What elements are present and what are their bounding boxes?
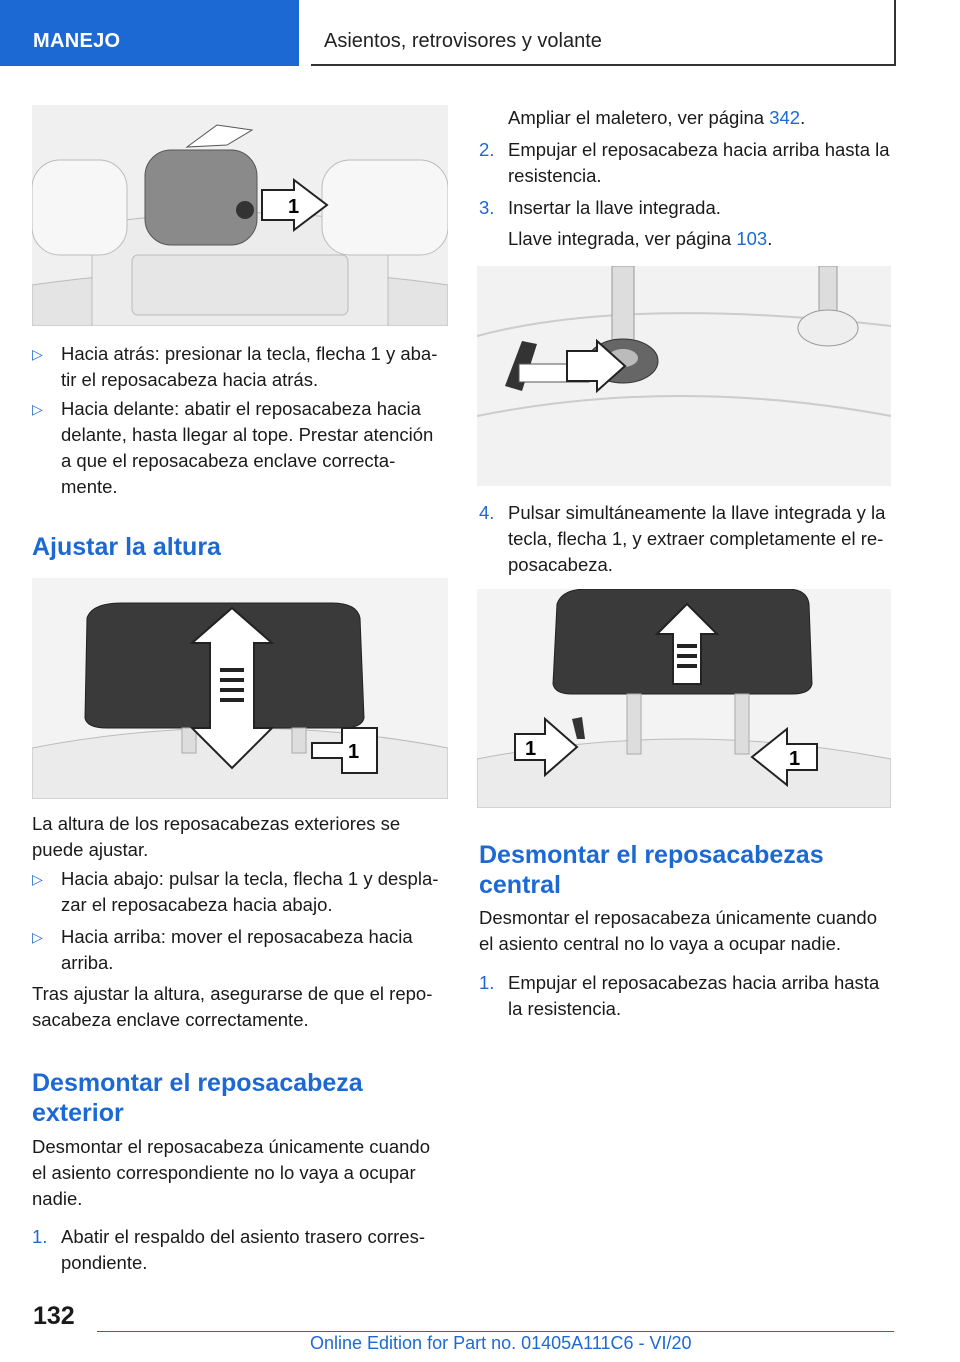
headrest-removal-illustration: [477, 589, 891, 808]
arrow-number-label: 1: [789, 748, 801, 770]
altura-outro: Tras ajustar la altura, asegurarse de que el repo-sacabeza enclave correctamente.: [32, 983, 433, 1030]
bullet-item: [32, 341, 448, 393]
step-number: 1.: [479, 972, 495, 993]
step-item: [479, 137, 895, 189]
exterior-intro: Desmontar el reposacabeza únicamente cuando el asiento correspondiente no lo vaya a ocupar nadie.: [32, 1136, 430, 1209]
footer-divider: [97, 1331, 894, 1332]
altura-intro: La altura de los reposacabezas exteriores se puede ajustar.: [32, 813, 401, 860]
step-sub-text: Llave integrada, ver página: [508, 228, 737, 249]
bullet-item: [32, 866, 448, 918]
step-cont-text: Ampliar el maletero, ver página: [508, 107, 770, 128]
heading-desmontar-exterior: Desmontar el reposacabeza exterior: [32, 1069, 363, 1127]
bullet-text: Hacia atrás: presionar la tecla, flecha 1 y aba-tir el reposacabeza hacia atrás.: [61, 343, 438, 390]
bullet-text: Hacia delante: abatir el reposacabeza hacia delante, hasta llegar al tope. Prestar atención a que el reposacabeza enclave correcta-mente.: [61, 398, 434, 497]
step-item: [479, 195, 895, 221]
figure-headrest-height: [32, 578, 448, 799]
bullet-text: Hacia arriba: mover el reposacabeza hacia arriba.: [61, 926, 413, 973]
bullet-item: [32, 924, 448, 976]
step-item: [479, 970, 895, 1022]
headrest-height-illustration: [32, 578, 448, 799]
footer-edition: Online Edition for Part no. 01405A111C6 - VI/20: [310, 1333, 692, 1353]
arrow-number-label: 1: [348, 741, 360, 763]
central-intro: Desmontar el reposacabeza únicamente cuando el asiento central no lo vaya a ocupar nadie.: [479, 907, 877, 954]
arrow-number-label: 1: [288, 196, 300, 218]
triangle-bullet-icon: ▷: [32, 401, 43, 417]
step-text: Pulsar simultáneamente la llave integrada y la tecla, flecha 1, y extraer completamente el re-posacabeza.: [508, 502, 886, 575]
page-ref-link[interactable]: 103: [736, 228, 768, 249]
page-ref-link[interactable]: 342: [769, 107, 801, 128]
figure-headrest-removal: [477, 589, 891, 808]
bullet-text: Hacia abajo: pulsar la tecla, flecha 1 y despla-zar el reposacabeza hacia abajo.: [61, 868, 439, 915]
step-sub: [479, 226, 895, 252]
step-text: Insertar la llave integrada.: [508, 197, 721, 218]
section-tab: [0, 0, 299, 66]
heading-ajustar-altura: Ajustar la altura: [32, 533, 221, 561]
figure-key-insert: [477, 266, 891, 486]
step-text: Empujar el reposacabeza hacia arriba hasta la resistencia.: [508, 139, 890, 186]
chapter-header: [311, 0, 896, 66]
step-sub-suffix: .: [767, 228, 773, 249]
chapter-title: Asientos, retrovisores y volante: [324, 30, 602, 52]
triangle-bullet-icon: ▷: [32, 929, 43, 945]
section-title: MANEJO: [33, 30, 121, 52]
step-item: [32, 1224, 448, 1276]
arrow-number-label: 1: [525, 738, 537, 760]
step-item: [479, 500, 895, 578]
bullet-item: [32, 396, 448, 500]
step-number: 2.: [479, 139, 495, 160]
step-number: 1.: [32, 1226, 48, 1247]
key-insert-illustration: [477, 266, 891, 486]
step-number: 4.: [479, 502, 495, 523]
figure-headrest-tilt: [32, 105, 448, 326]
step-text: Empujar el reposacabezas hacia arriba hasta la resistencia.: [508, 972, 880, 1019]
headrest-tilt-illustration: [32, 105, 448, 326]
triangle-bullet-icon: ▷: [32, 346, 43, 362]
step-cont-suffix: .: [800, 107, 806, 128]
step-text: Abatir el respaldo del asiento trasero corres-pondiente.: [61, 1226, 426, 1273]
step-continuation: [479, 105, 895, 131]
step-number: 3.: [479, 197, 495, 218]
heading-desmontar-central: Desmontar el reposacabezas central: [479, 841, 824, 899]
triangle-bullet-icon: ▷: [32, 871, 43, 887]
page-number: 132: [33, 1302, 75, 1330]
